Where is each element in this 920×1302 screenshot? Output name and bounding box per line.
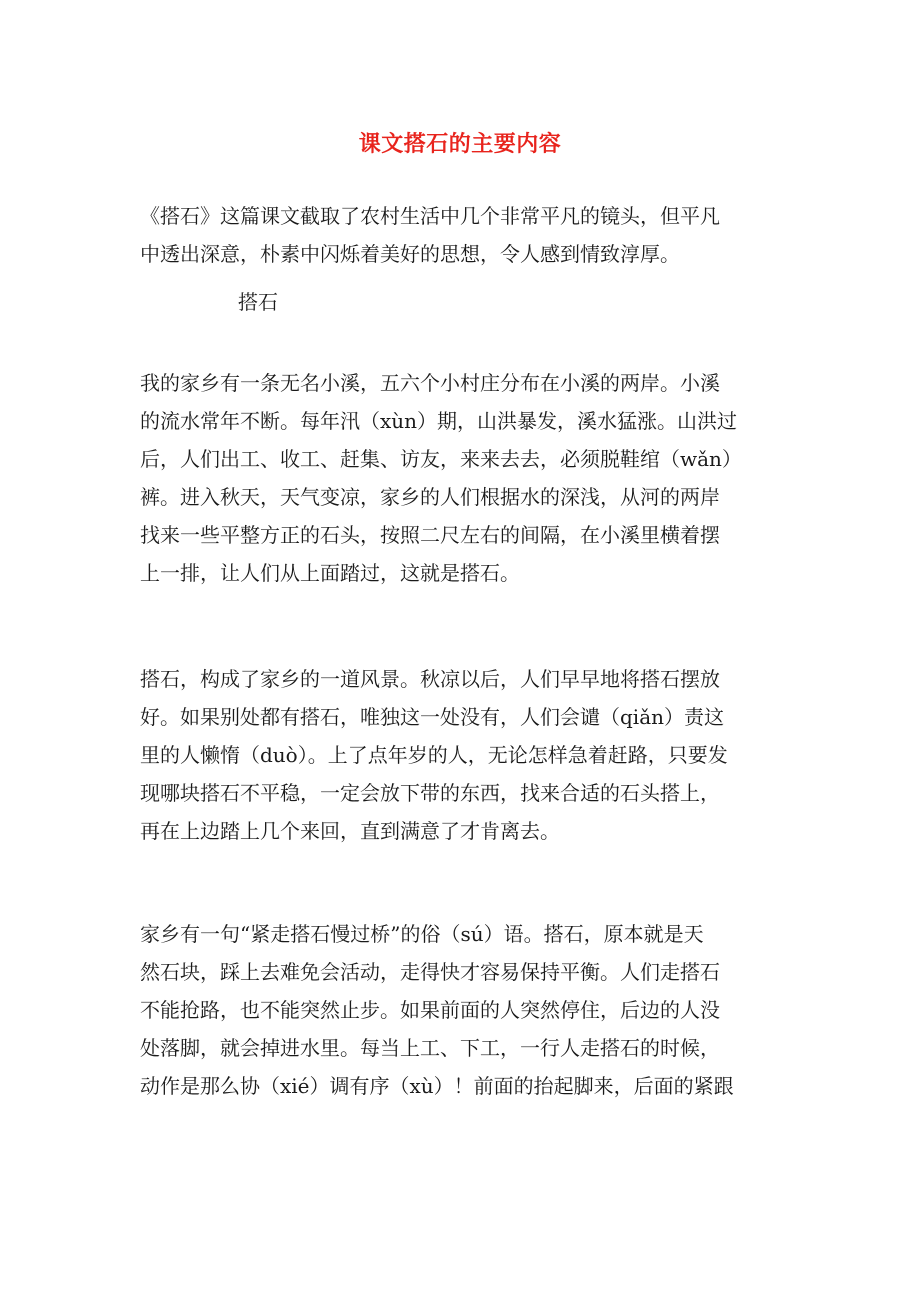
paragraph-3: [140, 915, 780, 1105]
document-title: 课文搭石的主要内容: [358, 130, 562, 157]
text-line: 现哪块搭石不平稳，一定会放下带的东西，找来合适的石头搭上，: [140, 781, 720, 805]
text-line: 《搭石》这篇课文截取了农村生活中几个非常平凡的镜头，但平凡: [140, 204, 720, 228]
text-line: 中透出深意，朴素中闪烁着美好的思想，令人感到情致淳厚。: [140, 242, 680, 266]
text-line: 不能抢路，也不能突然止步。如果前面的人突然停住，后边的人没: [140, 998, 720, 1022]
text-line: 然石块，踩上去难免会活动，走得快才容易保持平衡。人们走搭石: [140, 960, 720, 984]
text-line: 的流水常年不断。每年汛（xùn）期，山洪暴发，溪水猛涨。山洪过: [140, 409, 738, 433]
text-line: 动作是那么协（xié）调有序（xù）！前面的抬起脚来，后面的紧跟: [140, 1074, 734, 1098]
text-line: 后，人们出工、收工、赶集、访友，来来去去，必须脱鞋绾（wǎn）: [140, 447, 742, 471]
section-heading: 搭石: [238, 290, 278, 314]
text-line: 家乡有一句“紧走搭石慢过桥”的俗（sú）语。搭石，原本就是天: [140, 922, 704, 946]
text-line: 好。如果别处都有搭石，唯独这一处没有，人们会谴（qiǎn）责这: [140, 705, 725, 729]
text-line: 找来一些平整方正的石头，按照二尺左右的间隔，在小溪里横着摆: [140, 523, 720, 547]
text-line: 我的家乡有一条无名小溪，五六个小村庄分布在小溪的两岸。小溪: [140, 371, 720, 395]
text-line: 里的人懒惰（duò）。上了点年岁的人，无论怎样急着赶路，只要发: [140, 743, 728, 767]
text-line: 裤。进入秋天，天气变凉，家乡的人们根据水的深浅，从河的两岸: [140, 485, 720, 509]
paragraph-2: [140, 660, 780, 850]
text-line: 搭石，构成了家乡的一道风景。秋凉以后，人们早早地将搭石摆放: [140, 667, 720, 691]
text-line: 处落脚，就会掉进水里。每当上工、下工，一行人走搭石的时候，: [140, 1036, 720, 1060]
paragraph-1: [140, 364, 780, 592]
intro-paragraph: [140, 197, 780, 273]
text-line: 再在上边踏上几个来回，直到满意了才肯离去。: [140, 819, 560, 843]
text-line: 上一排，让人们从上面踏过，这就是搭石。: [140, 561, 520, 585]
